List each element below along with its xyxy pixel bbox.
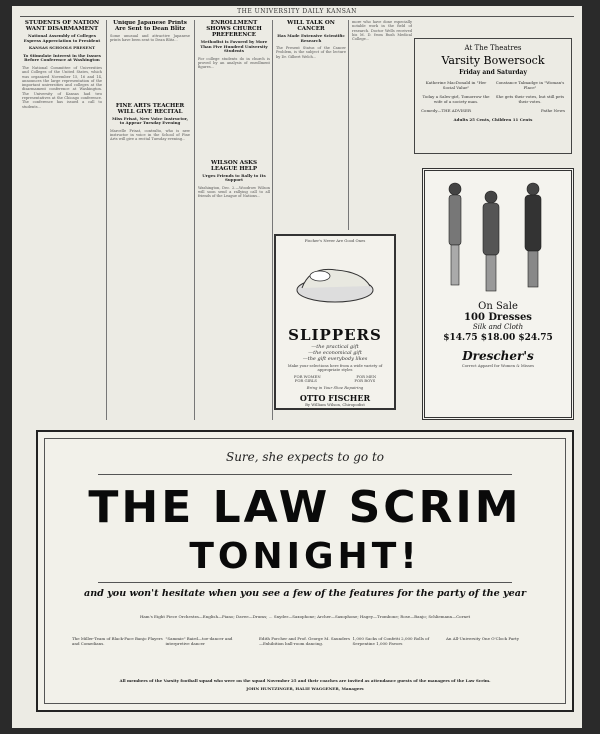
- subhead-wilson: Urges Friends to Rally to Its Support: [202, 172, 266, 183]
- column-divider: [194, 20, 195, 420]
- article-body-japanese-prints: Some unusual and attractive Japanese prints have been sent to Dean Blitz...: [110, 34, 190, 43]
- headline-wilson: WILSON ASKS LEAGUE HELP: [210, 159, 258, 172]
- dresher-tagline: Correct Apparel for Women & Misses: [461, 363, 535, 368]
- law-scrim-tonight: TONIGHT!: [189, 536, 421, 577]
- theatre-extras: [415, 108, 571, 113]
- theatre-ad: [414, 38, 572, 154]
- law-scrim-managers: JOHN HUNTZINGER, HALIE WAGGENER, Managers: [246, 686, 364, 691]
- article-body-disarmament: The National Committee of Universities and Colleges of the United States, which was organized November 15, 16 and 14, announces the large representation of the important universities and colleges at the disarmament conference at Washington. The University of Kansas had two representatives at the Chicago conference. The conference has issued a call to students...: [22, 65, 102, 109]
- law-scrim-orchestra: Ham's Eight Piece Orchestra—English—Piano; Davee—Drums; ... Snyder—Saxophone; Archer—Saxophone; Hagey—Trombone; Rose—Banjo; Schliemann—Cornet: [139, 614, 471, 619]
- slippers-line-1: —the practical gift: [311, 343, 359, 350]
- newspaper-page: [12, 6, 582, 728]
- slippers-body: Make your selections here from a wide variety of appropriate styles: [287, 362, 383, 373]
- law-scrim-title: THE LAW SCRIM: [88, 482, 522, 533]
- slippers-ad: [274, 234, 396, 410]
- subhead-kansas-schools: KANSAS SCHOOLS PRESENT: [28, 45, 96, 51]
- slippers-women: FOR WOMEN: [293, 373, 321, 379]
- dresher-material: Silk and Cloth: [472, 323, 524, 331]
- article-body-cancer: The Present Status of the Cancer Problem, is the subject of the lecture by Dr. Gilbert Welch...: [276, 46, 346, 59]
- slipper-illustration-icon: [290, 250, 380, 306]
- slippers-line-2: —the economical gift: [308, 349, 362, 356]
- feature-4: 1,000 Sacks of Confetti 2,000 Rolls of Serpentine 1,000 Favors: [352, 636, 430, 646]
- feature-2: "Sammie" Baird—toe-dancer and interpretive dancer: [165, 636, 233, 646]
- column-2: [110, 20, 190, 420]
- headline-enrollment: ENROLLMENT SHOWS CHURCH PREFERENCE: [206, 20, 262, 38]
- subhead-stimulate: To Stimulate Interest in the Issues Before Conference at Washington: [23, 52, 101, 63]
- column-4: [276, 20, 346, 230]
- slippers-store-name: OTTO FISCHER: [299, 392, 371, 403]
- law-scrim-intro: Sure, she expects to go to: [225, 450, 384, 464]
- article-body-wilson: Washington, Dec. 2.—Woodrow Wilson will soon send a rallying call to all friends of the League of Nations...: [198, 185, 270, 199]
- slippers-men: FOR MEN: [356, 373, 377, 379]
- article-body-continued: more who have done especially notable work in the field of research. Doctor Wells received his M. D. from Rush Medical College...: [352, 20, 412, 42]
- theatre-admission: Adults 25 Cents, Children 11 Cents: [453, 117, 533, 122]
- law-scrim-invite: All members of the Varsity football squad who were on the squad November 25 and their coaches are invited as attendance guests of the managers of the Law Scrim.: [119, 678, 491, 683]
- theatre-descriptions: [415, 94, 571, 104]
- column-divider: [106, 20, 107, 420]
- subhead-disarmament: National Assembly of Colleges Express Appreciation to President: [23, 33, 101, 43]
- ornament-rule: [98, 582, 512, 583]
- theatre-left-desc: Today a Sales-girl, Tomorrow the wife of a society man.: [422, 94, 490, 104]
- fashion-figures-icon: [433, 177, 563, 297]
- dresher-prices: $14.75 $18.00 $24.75: [443, 333, 553, 343]
- theatre-news: Pathe News: [540, 108, 565, 113]
- slippers-tagline: Fischer's Never Are Good Ones: [304, 238, 366, 243]
- headline-fine-arts: FINE ARTS TEACHER WILL GIVE RECITAL: [115, 102, 185, 115]
- law-scrim-hesitate: and you won't hesitate when you see a few of the features for the party of the year: [83, 588, 527, 599]
- dresher-dresses: 100 Dresses: [464, 312, 532, 323]
- column-divider: [272, 20, 273, 420]
- theatre-header: At The Theatres: [464, 44, 522, 52]
- headline-disarmament: STUDENTS OF NATION WANT DISARMAMENT: [24, 20, 100, 32]
- slippers-title: SLIPPERS: [288, 325, 382, 344]
- theatre-venues: Varsity Bowersock: [441, 54, 545, 67]
- masthead-rule: [20, 16, 574, 17]
- column-3: [198, 20, 270, 420]
- slippers-address: By William Wilson, Chiropodist: [305, 401, 365, 407]
- theatre-days: Friday and Saturday: [459, 69, 527, 76]
- theatre-comedy: Comedy—THE ADVISER: [421, 108, 471, 113]
- subhead-enrollment: Methodist is Favored by More Than Five Hundred University Students: [200, 39, 268, 54]
- slippers-boys: FOR BOYS: [354, 378, 376, 384]
- headline-japanese-prints: Unique Japanese Prints Are Sent to Dean Blitz: [113, 20, 187, 32]
- article-body-fine-arts: Marcelle Frisat, contralto, who is new instructor in voice in the School of Fine Arts will give a recital Tuesday evening...: [110, 128, 190, 142]
- dresher-ad: [422, 168, 574, 420]
- masthead: THE UNIVERSITY DAILY KANSAN: [237, 8, 357, 15]
- subhead-cancer: Has Made Extensive Scientific Research: [277, 33, 345, 43]
- column-5: [352, 20, 412, 230]
- dresher-on-sale: On Sale: [478, 301, 518, 312]
- law-scrim-ad: [36, 430, 574, 712]
- theatre-features: [415, 80, 571, 90]
- subhead-fine-arts: Miss Frisat, New Voice Instructor, to Appear Tuesday Evening: [111, 115, 189, 126]
- slippers-categories-2: [276, 379, 394, 384]
- theatre-right-desc: She gets their votes, but still pets their votes.: [495, 94, 565, 104]
- headline-cancer: WILL TALK ON CANCER: [287, 20, 335, 32]
- feature-5: An All-University One O'Clock Party: [446, 636, 520, 641]
- feature-3: Edith Forcher and Prof. George M. Saunders—Exhibition ball-room dancing.: [259, 636, 351, 646]
- column-1: [22, 20, 102, 420]
- theatre-left-feature: Katherine MacDonald in "Her Social Value": [425, 80, 487, 90]
- ornament-rule: [98, 474, 512, 475]
- article-body-enrollment: For college students do in church is proved by an analysis of enrollment figures...: [198, 56, 270, 70]
- feature-1: The Miller-Team of Black-Face Banjo Players and Comedians.: [72, 636, 163, 646]
- column-divider: [348, 20, 349, 230]
- slippers-bring: Bring in Your Shoe Repairing: [306, 384, 364, 390]
- theatre-right-feature: Constance Talmadge in "Woman's Place": [495, 80, 565, 90]
- law-scrim-features: [72, 636, 538, 646]
- dresher-brand: Drescher's: [462, 349, 534, 363]
- slippers-line-3: —the gift everybody likes: [302, 355, 368, 362]
- slippers-girls: FOR GIRLS: [294, 378, 318, 384]
